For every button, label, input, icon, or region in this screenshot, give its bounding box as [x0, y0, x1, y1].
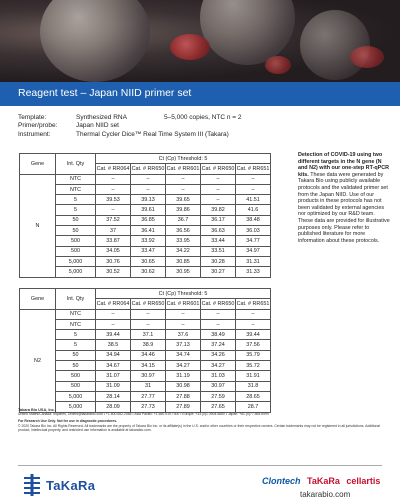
ct-value-cell: 39.65	[166, 195, 201, 205]
ct-value-cell: 37.1	[131, 330, 166, 340]
qty-cell: NTC	[56, 319, 96, 329]
header-gene: Gene	[20, 289, 56, 310]
table-row	[20, 256, 271, 266]
cat-header: Cat. # RR650	[131, 164, 166, 174]
ct-value-cell: 39.13	[131, 195, 166, 205]
footer-divider	[18, 465, 382, 466]
ct-value-cell: 30.98	[166, 381, 201, 391]
meta-value: Japan NIID set	[76, 122, 119, 130]
table-row	[20, 267, 271, 277]
ct-value-cell: –	[96, 205, 131, 215]
qty-cell: 500	[56, 371, 96, 381]
ct-value-cell: 38.9	[131, 340, 166, 350]
qty-cell: 50	[56, 350, 96, 360]
ct-value-cell: 38.49	[201, 330, 236, 340]
ct-value-cell: 36.03	[236, 226, 271, 236]
qty-cell: 50	[56, 226, 96, 236]
template-row	[18, 114, 242, 122]
ct-value-cell: 27.73	[131, 402, 166, 412]
ct-value-cell: –	[96, 309, 131, 319]
page-title: Reagent test – Japan NIID primer set	[18, 87, 192, 99]
ct-value-cell: 34.94	[96, 350, 131, 360]
header-qty: Int. Qty	[56, 154, 96, 175]
title-banner	[0, 82, 400, 106]
table-row	[20, 391, 271, 401]
ct-value-cell: 34.27	[201, 361, 236, 371]
qty-cell: 5,000	[56, 267, 96, 277]
footer	[18, 408, 383, 432]
ct-value-cell: 36.41	[131, 226, 166, 236]
ct-table-n	[19, 153, 271, 278]
ct-value-cell: –	[166, 184, 201, 194]
ct-value-cell: 27.89	[166, 402, 201, 412]
ct-table-n2	[19, 288, 271, 413]
ct-value-cell: 30.97	[201, 381, 236, 391]
experiment-details	[18, 114, 242, 139]
ct-value-cell: 33.92	[131, 236, 166, 246]
qty-cell: 5	[56, 330, 96, 340]
ct-value-cell: 33.44	[201, 236, 236, 246]
ct-value-cell: 27.88	[166, 391, 201, 401]
ct-value-cell: 30.28	[201, 256, 236, 266]
gene-cell: N	[20, 174, 56, 277]
brand-logos	[262, 476, 380, 486]
ct-value-cell: 33.51	[201, 246, 236, 256]
qty-cell: 5,000	[56, 391, 96, 401]
cat-header: Cat. # RR650	[201, 299, 236, 309]
qty-cell: 500	[56, 236, 96, 246]
ct-value-cell: 34.77	[236, 236, 271, 246]
ct-value-cell: 39.82	[201, 205, 236, 215]
ct-value-cell: 34.97	[236, 246, 271, 256]
meta-key: Template:	[18, 114, 47, 121]
ct-value-cell: 33.47	[131, 246, 166, 256]
ct-value-cell: 36.56	[166, 226, 201, 236]
ct-value-cell: 30.65	[131, 256, 166, 266]
table-row	[20, 184, 271, 194]
ct-value-cell: 31.09	[96, 381, 131, 391]
ct-value-cell: 30.62	[131, 267, 166, 277]
qty-cell: 50	[56, 361, 96, 371]
gene-cell: N2	[20, 309, 56, 412]
red-blood-cell-graphic	[170, 34, 210, 60]
ct-value-cell: 36.7	[166, 215, 201, 225]
meta-key: Primer/probe:	[18, 122, 58, 130]
qty-cell: 5,000	[56, 402, 96, 412]
ct-value-cell: 39.44	[96, 330, 131, 340]
ct-value-cell: 31.33	[236, 267, 271, 277]
side-note-heading: Detection of COVID-19 using two different targets in the N gene (N and N2) with our one-step RT-qPCR kits.	[298, 152, 390, 178]
table-header-row	[20, 154, 271, 164]
ct-value-cell: –	[236, 174, 271, 184]
primer-row	[18, 122, 242, 130]
ct-value-cell: 31.8	[236, 381, 271, 391]
table-row	[20, 330, 271, 340]
company-name: Takara Bio USA, Inc.	[18, 408, 55, 412]
ct-value-cell: 27.77	[131, 391, 166, 401]
ct-value-cell: –	[96, 184, 131, 194]
meta-extra: 5–5,000 copies, NTC n = 2	[164, 114, 242, 121]
ct-value-cell: –	[166, 319, 201, 329]
table-row	[20, 361, 271, 371]
ct-value-cell: 27.65	[201, 402, 236, 412]
ct-value-cell: 38.5	[96, 340, 131, 350]
ct-value-cell: 37.52	[96, 215, 131, 225]
ct-value-cell: 27.59	[201, 391, 236, 401]
table-row	[20, 309, 271, 319]
contact-info: United States/Canada: Inquiries, Orders@takarabio.com • +1.800.662.2566 • Asia Pacific: +1.650.919.7300 • Europe: +33.(0)1.3904.6880 • Japan: +81.(0)77.565.6999	[18, 412, 269, 417]
meta-key: Instrument:	[18, 130, 51, 138]
table-row	[20, 350, 271, 360]
ct-value-cell: –	[236, 319, 271, 329]
qty-cell: 5,000	[56, 256, 96, 266]
ct-value-cell: 31.03	[201, 371, 236, 381]
cellartis-logo: cellartis	[346, 476, 381, 486]
ct-value-cell: –	[166, 174, 201, 184]
ct-value-cell: 31.19	[166, 371, 201, 381]
table-row	[20, 174, 271, 184]
ct-value-cell: –	[131, 309, 166, 319]
ct-value-cell: 38.48	[236, 215, 271, 225]
ct-value-cell: 39.44	[236, 330, 271, 340]
cat-header: Cat. # RR651	[236, 299, 271, 309]
ct-value-cell: –	[201, 319, 236, 329]
ct-value-cell: 28.65	[236, 391, 271, 401]
qty-cell: NTC	[56, 174, 96, 184]
website-link[interactable]: takarabio.com	[300, 490, 351, 499]
ct-value-cell: 33.95	[166, 236, 201, 246]
ct-value-cell: –	[131, 174, 166, 184]
ct-value-cell: –	[201, 174, 236, 184]
meta-value: Thermal Cycler Dice™ Real Time System III (Takara)	[76, 130, 229, 138]
ct-value-cell: 30.52	[96, 267, 131, 277]
ct-value-cell: 34.05	[96, 246, 131, 256]
ct-value-cell: 41.6	[236, 205, 271, 215]
ct-value-cell: 34.15	[131, 361, 166, 371]
ct-value-cell: 36.85	[131, 215, 166, 225]
ct-value-cell: 28.7	[236, 402, 271, 412]
ct-value-cell: –	[236, 309, 271, 319]
ct-value-cell: 36.17	[201, 215, 236, 225]
qty-cell: NTC	[56, 184, 96, 194]
ct-value-cell: 30.97	[131, 371, 166, 381]
clontech-logo: Clontech	[262, 476, 301, 486]
ct-value-cell: –	[131, 184, 166, 194]
cat-header: Cat. # RR064	[96, 164, 131, 174]
ct-value-cell: 33.87	[96, 236, 131, 246]
ct-value-cell: 28.09	[96, 402, 131, 412]
hero-image	[0, 0, 400, 82]
ct-value-cell: 34.74	[166, 350, 201, 360]
ct-value-cell: –	[201, 184, 236, 194]
ct-value-cell: 31.91	[236, 371, 271, 381]
virus-particle-graphic	[40, 0, 150, 82]
ct-value-cell: 30.85	[166, 256, 201, 266]
qty-cell: 5	[56, 195, 96, 205]
table-header-row	[20, 289, 271, 299]
ct-value-cell: 34.27	[166, 361, 201, 371]
header-qty: Int. Qty	[56, 289, 96, 310]
ct-value-cell: –	[96, 174, 131, 184]
side-note	[298, 152, 390, 244]
ct-value-cell: 41.51	[236, 195, 271, 205]
ct-value-cell: 37.13	[166, 340, 201, 350]
table-row	[20, 205, 271, 215]
takara-brand-logo: TaKaRa	[307, 476, 340, 486]
cat-header: Cat. # RR650	[131, 299, 166, 309]
cat-header: Cat. # RR064	[96, 299, 131, 309]
instrument-row	[18, 131, 242, 139]
ct-value-cell: –	[201, 195, 236, 205]
ct-value-cell: 35.72	[236, 361, 271, 371]
legal-notice: © 2020 Takara Bio Inc. All Rights Reserved. All trademarks are the property of Takara Bio Inc. or its affiliate(s) in the U.S. and/or other countries or their respective owners. Certain trademarks may not be registered in all jurisdictions. Additional product, intellectual property, and restricted use information is available at takarabio.com.	[18, 423, 381, 432]
qty-cell: 50	[56, 215, 96, 225]
ct-value-cell: 39.53	[96, 195, 131, 205]
takara-logo-icon	[22, 474, 42, 496]
cat-header: Cat. # RR650	[201, 164, 236, 174]
ct-value-cell: 37.6	[166, 330, 201, 340]
cat-header: Cat. # RR651	[236, 164, 271, 174]
table-row	[20, 236, 271, 246]
table-row	[20, 195, 271, 205]
ct-value-cell: 30.95	[166, 267, 201, 277]
qty-cell: NTC	[56, 309, 96, 319]
header-ct: Ct (Cp) Threshold: 5	[96, 289, 271, 299]
ct-value-cell: –	[166, 309, 201, 319]
side-note-text: These data were generated by Takara Bio using publicly available protocols and the validated primer set from the Japan NIID. Use of our products in these protocols has not been validated by external agencies nor optimized by our R&D team. These data are provided for illustrative purposes only. Please refer to published literature for more information about these protocols.	[298, 171, 390, 244]
qty-cell: 500	[56, 246, 96, 256]
ct-value-cell: 31.07	[96, 371, 131, 381]
qty-cell: 500	[56, 381, 96, 391]
meta-value: Synthesized RNA	[76, 114, 127, 121]
qty-cell: 5	[56, 340, 96, 350]
ct-value-cell: –	[236, 184, 271, 194]
ct-value-cell: 30.76	[96, 256, 131, 266]
ct-value-cell: –	[131, 319, 166, 329]
table-row	[20, 319, 271, 329]
ct-value-cell: 37.24	[201, 340, 236, 350]
virus-particle-graphic	[300, 10, 370, 80]
qty-cell: 5	[56, 205, 96, 215]
ct-value-cell: 30.27	[201, 267, 236, 277]
ct-value-cell: –	[201, 309, 236, 319]
table-row	[20, 246, 271, 256]
cat-header: Cat. # RR601	[166, 299, 201, 309]
red-blood-cell-graphic	[265, 56, 291, 74]
red-blood-cell-graphic	[350, 46, 384, 68]
ct-value-cell: 39.61	[131, 205, 166, 215]
table-row	[20, 215, 271, 225]
ct-value-cell: 37.56	[236, 340, 271, 350]
table-row	[20, 381, 271, 391]
header-ct: Ct (Cp) Threshold: 5	[96, 154, 271, 164]
header-gene: Gene	[20, 154, 56, 175]
table-row	[20, 371, 271, 381]
research-use-notice: For Research Use Only. Not for use in diagnostic procedures.	[18, 419, 118, 424]
ct-value-cell: 37	[96, 226, 131, 236]
ct-value-cell: 31.31	[236, 256, 271, 266]
ct-value-cell: 34.22	[166, 246, 201, 256]
table-row	[20, 340, 271, 350]
cat-header: Cat. # RR601	[166, 164, 201, 174]
ct-value-cell: –	[96, 319, 131, 329]
takara-logo-text: TaKaRa	[46, 478, 96, 493]
ct-value-cell: 36.63	[201, 226, 236, 236]
ct-value-cell: 35.79	[236, 350, 271, 360]
ct-value-cell: 39.86	[166, 205, 201, 215]
ct-value-cell: 34.46	[131, 350, 166, 360]
ct-value-cell: 28.14	[96, 391, 131, 401]
ct-value-cell: 34.67	[96, 361, 131, 371]
ct-value-cell: 34.26	[201, 350, 236, 360]
table-row	[20, 226, 271, 236]
ct-value-cell: 31	[131, 381, 166, 391]
